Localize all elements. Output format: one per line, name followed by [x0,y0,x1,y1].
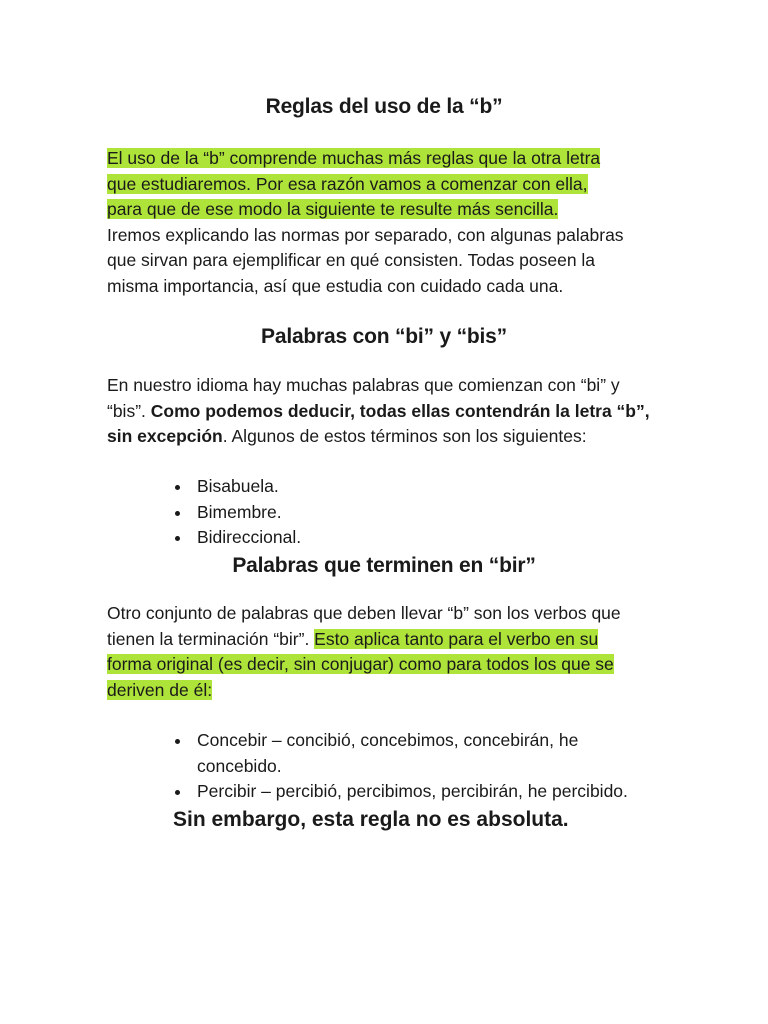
bi-bis-list [175,474,301,551]
text-line: Otro conjunto de palabras que deben llevar “b” son los verbos que [107,603,621,623]
text-line: que sirvan para ejemplificar en qué consisten. Todas poseen la [107,250,596,270]
text-line [107,399,667,425]
highlighted-text: para que de ese modo la siguiente te resulte más sencilla. [107,199,559,219]
text-line [107,424,667,450]
heading-reglas-uso-b: Reglas del uso de la “b” [265,95,503,118]
highlighted-text: que estudiaremos. Por esa razón vamos a comenzar con ella, [107,173,588,194]
heading-palabras-bi-bis: Palabras con “bi” y “bis” [261,325,507,348]
heading-palabras-bir: Palabras que terminen en “bir” [232,554,536,577]
text-line: En nuestro idioma hay muchas palabras que comienzan con “bi” y [107,375,620,395]
list-item [175,728,628,779]
bold-text: Como podemos deducir, todas ellas contendrán la letra “b”, [150,400,650,421]
list-item-line: Percibir – percibió, percibimos, percibirán, he percibido. [197,781,628,801]
intro-paragraph [107,146,667,299]
text-line: Iremos explicando las normas por separado, con algunas palabras [107,224,624,245]
list-item: Bimembre. [175,500,301,526]
bold-text: sin excepción [107,426,223,446]
list-item-line: Concebir – concibió, concebimos, concebirán, he [197,730,579,750]
highlighted-text: forma original (es decir, sin conjugar) como para todos los que se [107,654,614,674]
list-item-line: concebido. [197,755,282,776]
closing-statement: Sin embargo, esta regla no es absoluta. [173,808,569,831]
plain-text: tienen la terminación “bir”. [107,628,315,649]
plain-text: “bis”. [107,400,151,421]
bir-list [175,728,628,805]
plain-text: . Algunos de estos términos son los siguientes: [222,426,587,446]
bir-paragraph [107,601,667,703]
list-item: Bisabuela. [175,474,301,500]
bi-bis-paragraph [107,373,667,450]
list-item [175,779,628,805]
text-line: misma importancia, así que estudia con cuidado cada una. [107,275,564,296]
highlighted-text: Esto aplica tanto para el verbo en su [314,628,599,649]
list-item: Bidireccional. [175,525,301,551]
highlighted-text: deriven de él: [107,679,213,700]
highlighted-text: El uso de la “b” comprende muchas más reglas que la otra letra [107,148,601,168]
text-line [107,627,667,653]
